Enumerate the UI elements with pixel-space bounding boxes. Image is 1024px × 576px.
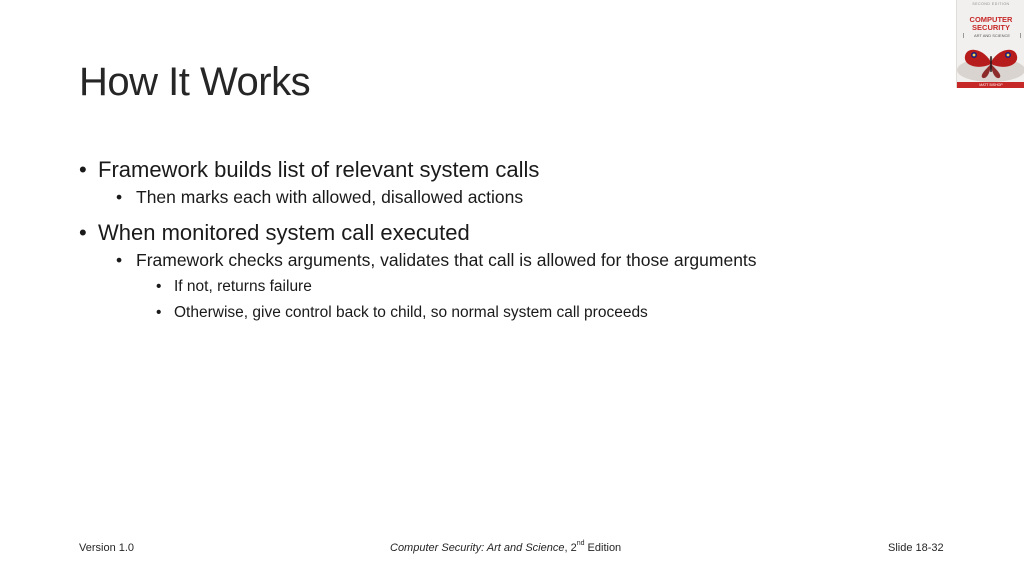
cover-edition: SECOND EDITION (972, 2, 1010, 6)
butterfly-icon (957, 40, 1024, 82)
cover-title (957, 16, 1024, 32)
cover-subtitle: ART AND SCIENCE (963, 33, 1021, 38)
footer-edition-prefix: , 2 (564, 542, 577, 554)
bullet-list (79, 156, 959, 326)
footer-version: Version 1.0 (79, 542, 135, 554)
cover-author: MATT BISHOP (957, 82, 1024, 88)
sub-sub-bullet-item: • Otherwise, give control back to child, so normal system call proceeds (79, 300, 959, 326)
book-cover-image (956, 0, 1024, 88)
footer-book-citation (390, 542, 621, 554)
footer-edition-sup: nd (576, 540, 585, 547)
cover-title-line1: COMPUTER (969, 15, 1013, 24)
sub-sub-bullet-item: • If not, returns failure (79, 274, 959, 300)
slide-title: How It Works (79, 60, 311, 104)
footer-edition-suffix: Edition (584, 542, 622, 554)
footer-book-title: Computer Security: Art and Science (390, 542, 565, 554)
sub-bullet-item: • Then marks each with allowed, disallowed actions (79, 184, 959, 211)
bullet-item: • When monitored system call executed (79, 219, 959, 247)
sub-bullet-item: • Framework checks arguments, validates that call is allowed for those arguments (79, 247, 959, 274)
footer-slide-number: Slide 18-32 (888, 542, 944, 554)
bullet-item: • Framework builds list of relevant system calls (79, 156, 959, 184)
cover-title-line2: SECURITY (972, 23, 1010, 32)
